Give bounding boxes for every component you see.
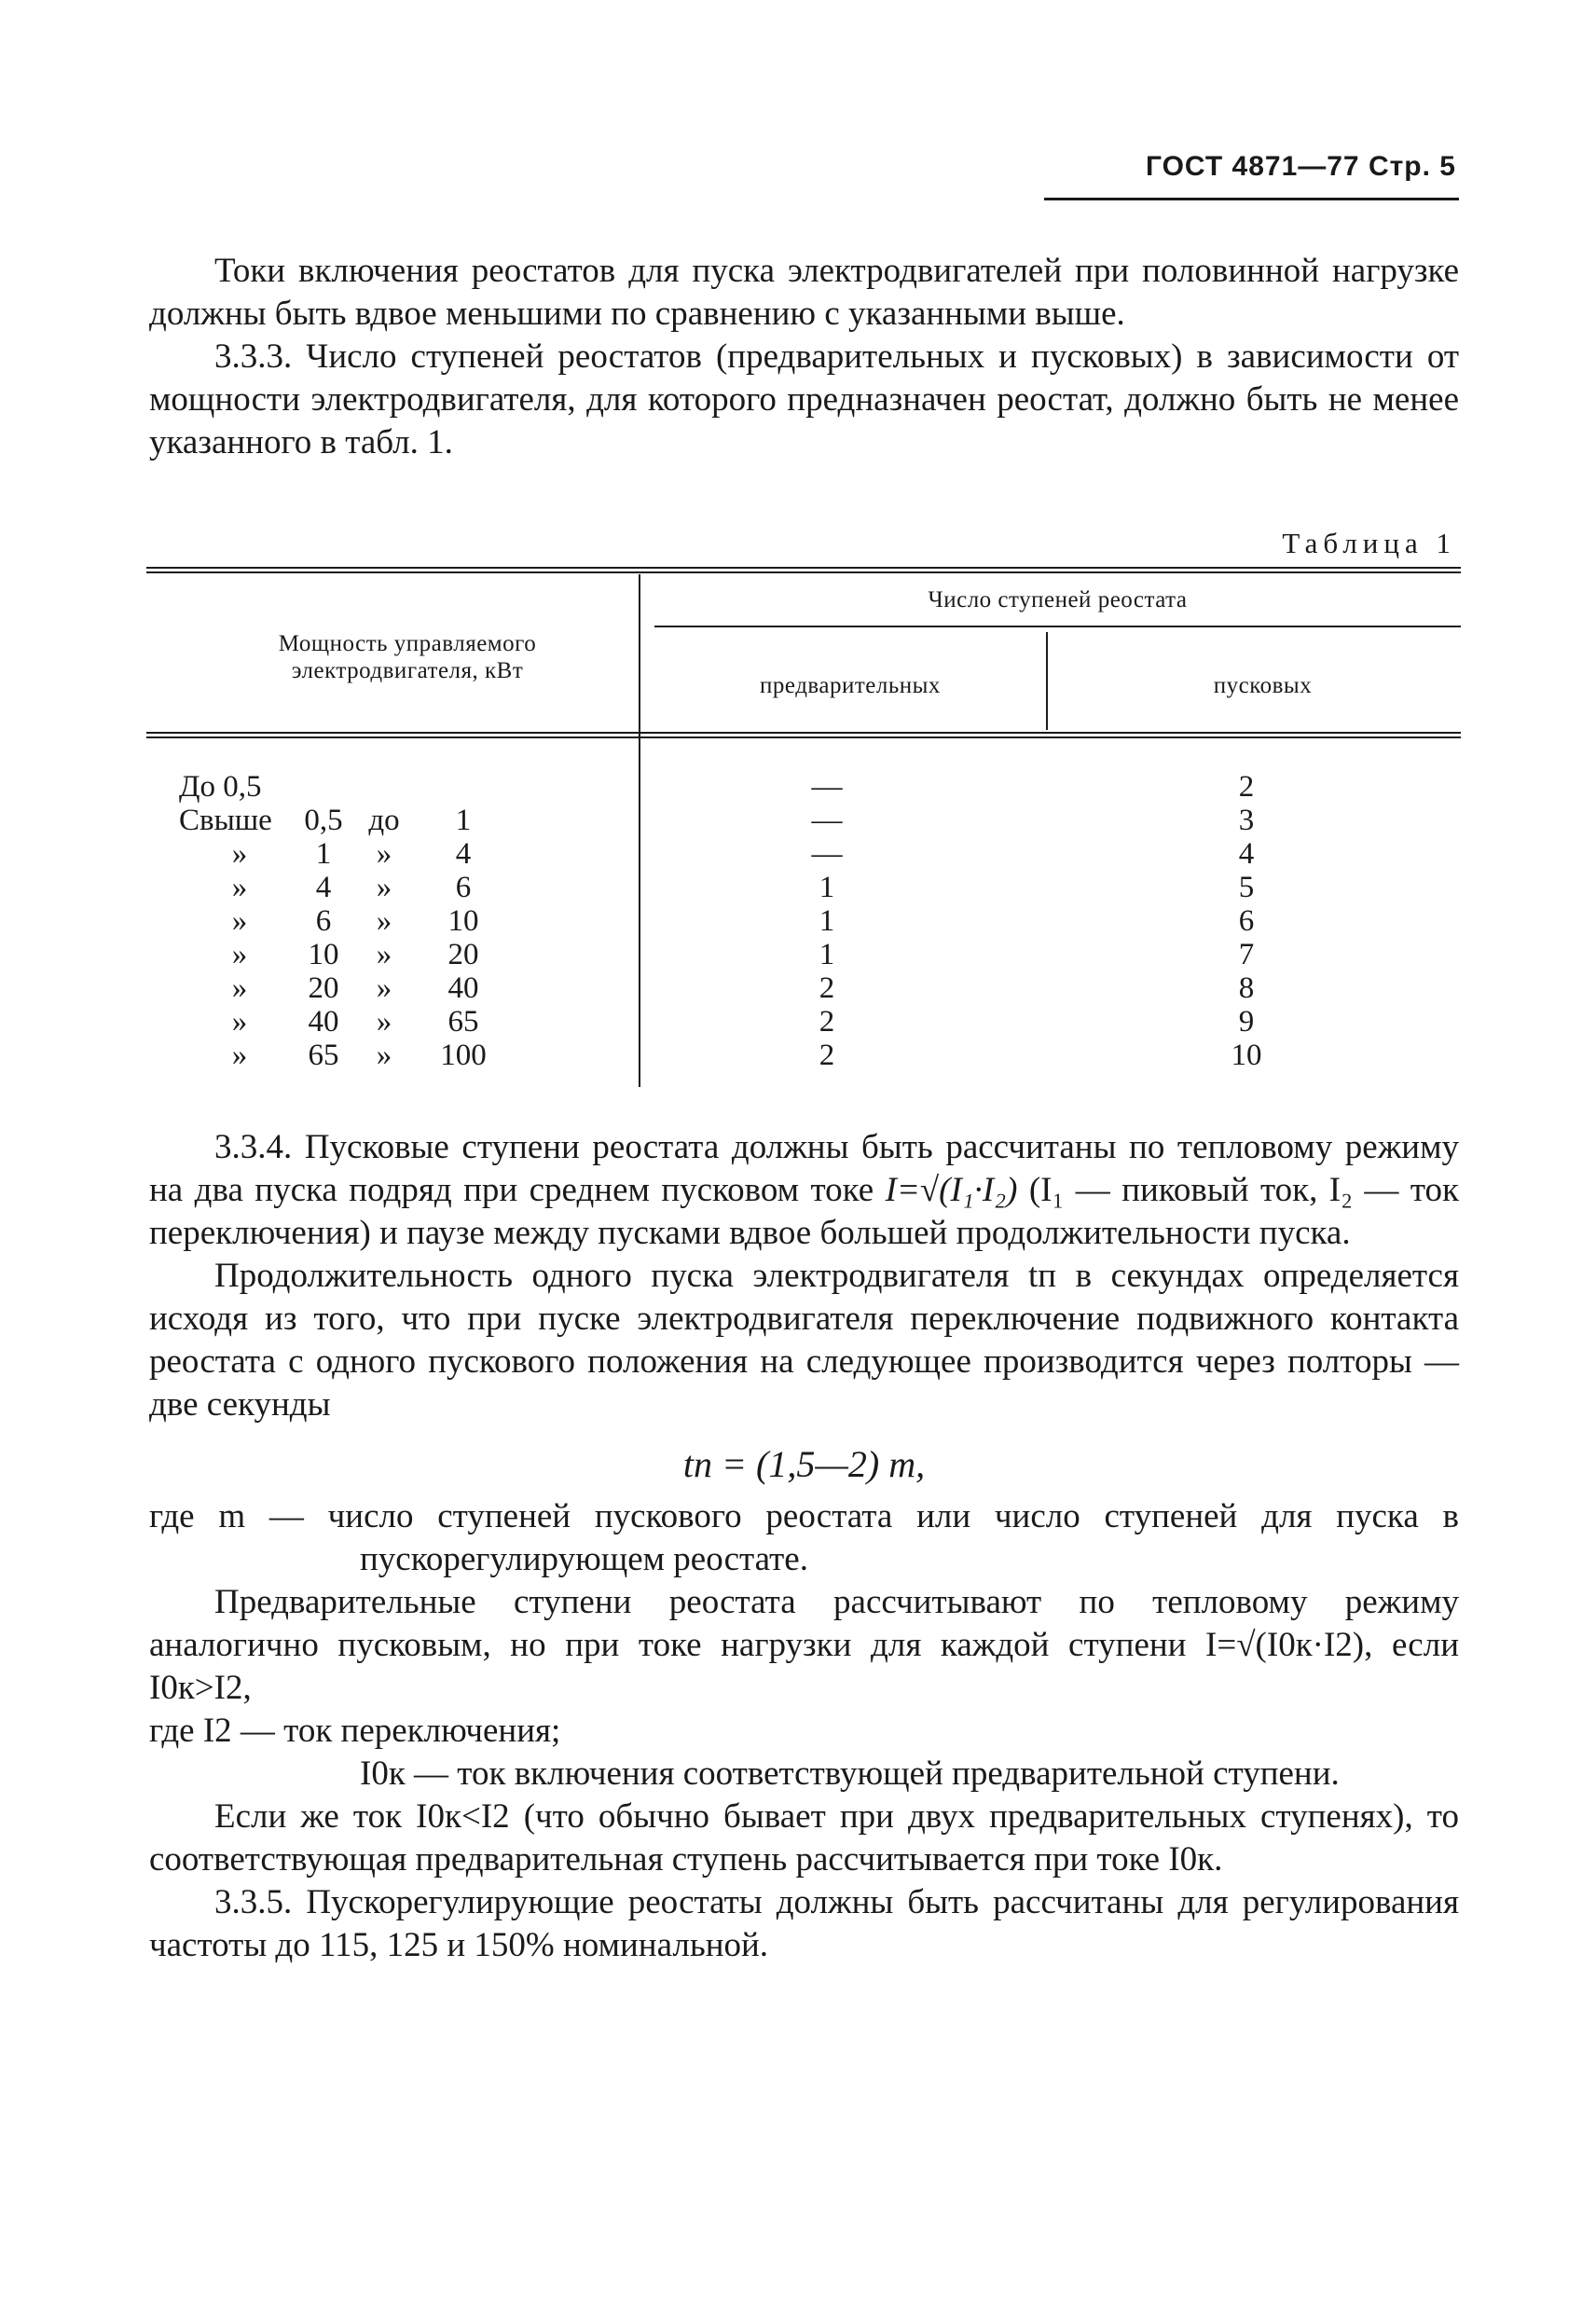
cell-pre: 2: [819, 1039, 835, 1072]
col-power-header: Мощность управляемого электродвигателя, кВт: [278, 631, 537, 683]
formula-start-time: tп = (1,5—2) m,: [682, 1443, 926, 1485]
cell-from: 4: [315, 871, 332, 904]
table-row: [146, 770, 1461, 804]
cell-from-label: »: [231, 837, 248, 871]
cell-to: 40: [447, 971, 479, 1005]
table-row: [146, 971, 1461, 1005]
cell-pre: 1: [819, 938, 835, 971]
where-m: где m — число ступеней пускового реостата или число ступеней для пуска в пускорегулирующем реостате.: [149, 1497, 1459, 1578]
cell-to: 10: [447, 904, 479, 938]
cell-from: 40: [308, 1005, 339, 1039]
cell-from-label: Свыше: [179, 804, 272, 837]
cell-from-label: »: [231, 871, 248, 904]
cell-pre: —: [811, 804, 843, 837]
cell-start: 9: [1238, 1005, 1255, 1039]
cell-from-label: »: [231, 1005, 248, 1039]
cell-to-label: »: [376, 837, 392, 871]
cell-start: 4: [1238, 837, 1255, 871]
cell-to: 65: [447, 1005, 479, 1039]
cell-power: До 0,5: [179, 770, 262, 804]
table-header-rule: [146, 732, 1461, 738]
col-start-header: пусковых: [1213, 673, 1313, 698]
table-row: [146, 1005, 1461, 1039]
table-caption: Таблица 1: [1282, 527, 1456, 559]
cell-from: 10: [308, 938, 339, 971]
table-row: [146, 804, 1461, 837]
col-group-header: Число ступеней реостата: [928, 587, 1188, 612]
cell-from-label: »: [231, 1039, 248, 1072]
paragraph-334-start: 3.3.4. Пусковые ступени реостата должны быть рассчитаны по тепловому режиму на два пуска подряд при среднем пусковом токе: [149, 1128, 1459, 1209]
cell-to: 6: [455, 871, 472, 904]
cell-pre: —: [811, 770, 843, 804]
cell-start: 3: [1238, 804, 1255, 837]
body-text: [149, 1126, 1459, 1967]
cell-pre: 1: [819, 904, 835, 938]
cell-start: 6: [1238, 904, 1255, 938]
formula-mean-current: I=√(I₁·I₂): [885, 1171, 1018, 1209]
header-rule: [1044, 198, 1459, 200]
page-header: ГОСТ 4871—77 Стр. 5: [1145, 151, 1456, 182]
paragraph-currents: Токи включения реостатов для пуска электродвигателей при половинной нагрузке должны быть вдвое меньшими по сравнению с указанными выше.: [149, 252, 1459, 333]
table-1: [146, 567, 1461, 1089]
where-i2: где I2 — ток переключения;: [149, 1712, 561, 1750]
cell-to-label: »: [376, 1039, 392, 1072]
cell-from-label: »: [231, 971, 248, 1005]
cell-start: 5: [1238, 871, 1255, 904]
cell-start: 7: [1238, 938, 1255, 971]
cell-to-label: »: [376, 904, 392, 938]
cell-start: 8: [1238, 971, 1255, 1005]
cell-to-label: »: [376, 971, 392, 1005]
paragraph-start-duration: Продолжительность одного пуска электродвигателя tп в секундах определяется исходя из того, что при пуске электродвигателя переключение подвижного контакта реостата с одного пускового положения на следующее производится через полторы — две секунды: [149, 1257, 1459, 1424]
table-row: [146, 1039, 1461, 1072]
cell-from-label: »: [231, 938, 248, 971]
cell-start: 10: [1231, 1039, 1262, 1072]
paragraph-334: [149, 1126, 1459, 1255]
table-row: [146, 837, 1461, 871]
paragraph-334-end: (I₁ — пиковый ток, I₂ — ток переключения) и паузе между пусками вдвое большей продолжительности пуска.: [149, 1171, 1459, 1252]
cell-to: 20: [447, 938, 479, 971]
table-group-rule: [654, 626, 1461, 627]
paragraph-335: 3.3.5. Пускорегулирующие реостаты должны быть рассчитаны для регулирования частоты до 115, 125 и 150% номинальной.: [149, 1883, 1459, 1964]
cell-to: 4: [455, 837, 472, 871]
table-row: [146, 938, 1461, 971]
cell-pre: —: [811, 837, 843, 871]
paragraph-if-current: Если же ток I0к<I2 (что обычно бывает при двух предварительных ступенях), то соответствующая предварительная ступень рассчитывается при токе I0к.: [149, 1797, 1459, 1878]
cell-from: 6: [315, 904, 332, 938]
cell-to: 1: [455, 804, 472, 837]
cell-start: 2: [1238, 770, 1255, 804]
paragraph-preliminary: Предварительные ступени реостата рассчитывают по тепловому режиму аналогично пусковым, но при токе нагрузки для каждой ступени I=√(I0к·I2), если I0к>I2,: [149, 1583, 1459, 1707]
cell-from: 20: [308, 971, 339, 1005]
cell-to-label: до: [368, 804, 400, 837]
cell-from: 65: [308, 1039, 339, 1072]
cell-from: 1: [315, 837, 332, 871]
cell-to-label: »: [376, 871, 392, 904]
col-pre-header: предварительных: [760, 673, 941, 698]
cell-pre: 1: [819, 871, 835, 904]
where-i0k: I0к — ток включения соответствующей предварительной ступени.: [360, 1755, 1340, 1793]
table-row: [146, 904, 1461, 938]
cell-from: 0,5: [304, 804, 343, 837]
table-vline-sub: [1046, 632, 1048, 730]
top-text: [149, 250, 1459, 464]
table-top-rule: [146, 567, 1461, 573]
cell-to-label: »: [376, 1005, 392, 1039]
cell-to: 100: [440, 1039, 487, 1072]
cell-to-label: »: [376, 938, 392, 971]
table-row: [146, 871, 1461, 904]
cell-from-label: »: [231, 904, 248, 938]
paragraph-333: 3.3.3. Число ступеней реостатов (предварительных и пусковых) в зависимости от мощности электродвигателя, для которого предназначен реостат, должно быть не менее указанного в табл. 1.: [149, 337, 1459, 461]
cell-pre: 2: [819, 1005, 835, 1039]
cell-pre: 2: [819, 971, 835, 1005]
